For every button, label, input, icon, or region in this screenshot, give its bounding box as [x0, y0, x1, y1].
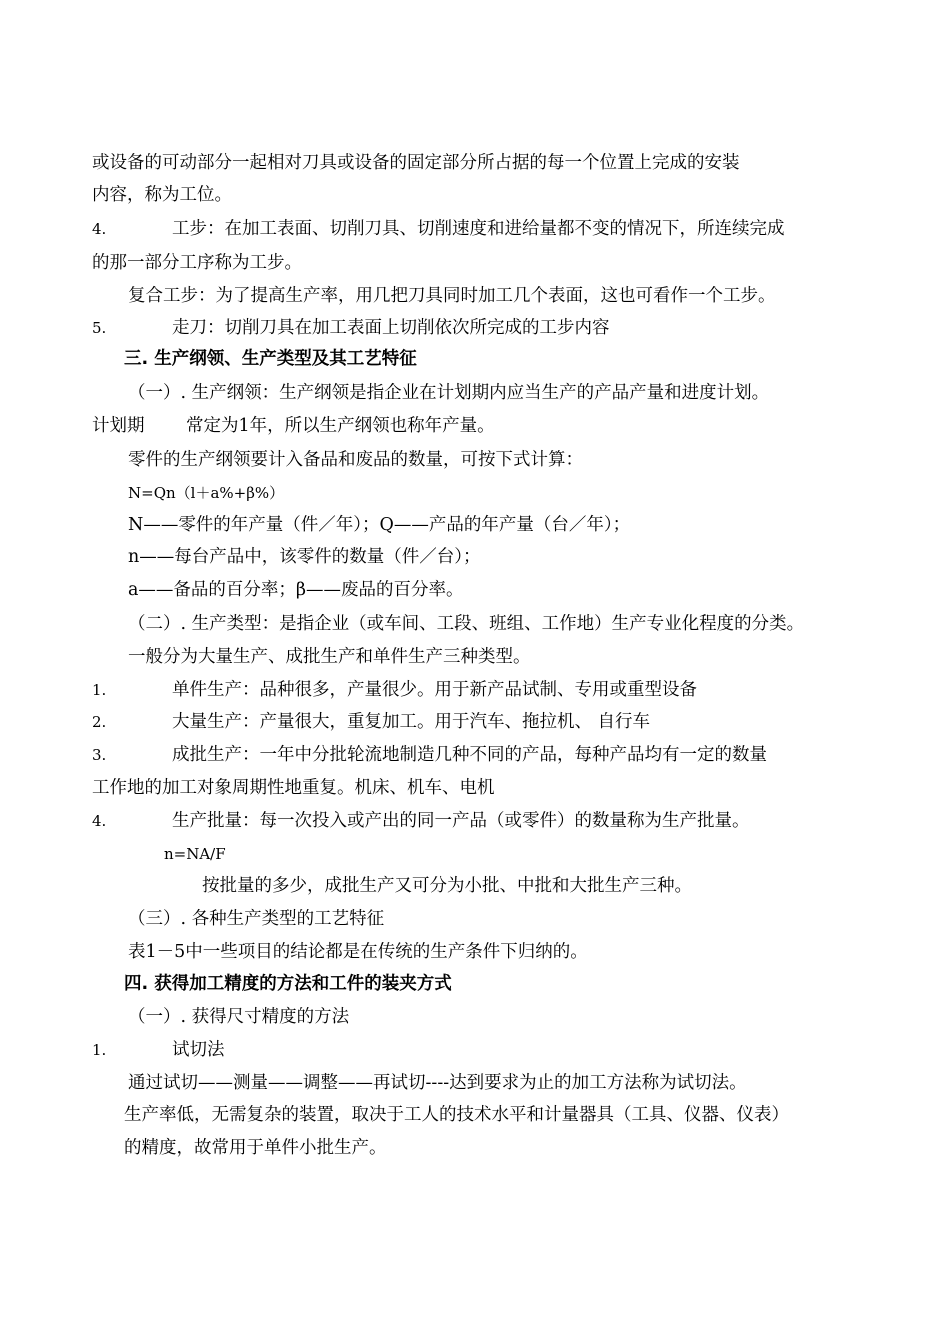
list-number: 1.: [92, 1041, 107, 1059]
paragraph-line: 表1－5中一些项目的结论都是在传统的生产条件下归纳的。: [128, 942, 588, 962]
list-number: 2.: [92, 713, 107, 731]
paragraph-line: 按批量的多少，成批生产又可分为小批、中批和大批生产三种。: [202, 876, 692, 896]
list-number: 1.: [92, 681, 107, 699]
section-heading: 三. 生产纲领、生产类型及其工艺特征: [124, 349, 417, 369]
paragraph-line: 工作地的加工对象周期性地重复。机床、机车、电机: [92, 778, 495, 798]
formula-legend: a——备品的百分率；β——废品的百分率。: [128, 580, 464, 600]
list-item: 大量生产：产量很大，重复加工。用于汽车、拖拉机、 自行车: [172, 712, 651, 732]
subsection-line: （一）. 获得尺寸精度的方法: [128, 1007, 350, 1027]
subsection-line: （一）. 生产纲领：生产纲领是指企业在计划期内应当生产的产品产量和进度计划。: [128, 383, 770, 403]
paragraph-line: 零件的生产纲领要计入备品和废品的数量，可按下式计算：: [128, 450, 583, 470]
list-item: 工步：在加工表面、切削刀具、切削速度和进给量都不变的情况下，所连续完成: [172, 219, 785, 239]
list-number: 4.: [92, 812, 107, 830]
paragraph-line: 或设备的可动部分一起相对刀具或设备的固定部分所占据的每一个位置上完成的安装: [92, 153, 740, 173]
list-number: 5.: [92, 319, 107, 337]
paragraph-line: 复合工步：为了提高生产率，用几把刀具同时加工几个表面，这也可看作一个工步。: [128, 286, 776, 306]
list-item: 走刀：切削刀具在加工表面上切削依次所完成的工步内容: [172, 318, 610, 338]
list-item: 试切法: [172, 1040, 225, 1060]
paragraph-line: 内容，称为工位。: [92, 185, 232, 205]
paragraph-line: 生产率低，无需复杂的装置，取决于工人的技术水平和计量器具（工具、仪器、仪表）: [124, 1105, 789, 1125]
list-number: 3.: [92, 746, 107, 764]
subsection-line: （二）. 生产类型：是指企业（或车间、工段、班组、工作地）生产专业化程度的分类。: [128, 614, 805, 634]
list-item: 成批生产：一年中分批轮流地制造几种不同的产品，每种产品均有一定的数量: [172, 745, 767, 765]
section-heading: 四. 获得加工精度的方法和工件的装夹方式: [124, 974, 452, 994]
paragraph-line: 的那一部分工序称为工步。: [92, 253, 302, 273]
list-item: 单件生产：品种很多，产量很少。用于新产品试制、专用或重型设备: [172, 680, 697, 700]
formula-legend: n——每台产品中，该零件的数量（件／台）；: [128, 547, 481, 567]
list-item: 生产批量：每一次投入或产出的同一产品（或零件）的数量称为生产批量。: [172, 811, 750, 831]
formula: n=NA/F: [164, 845, 226, 863]
subsection-line: （三）. 各种生产类型的工艺特征: [128, 909, 385, 929]
paragraph-line: 计划期: [92, 416, 145, 436]
paragraph-line: 的精度，故常用于单件小批生产。: [124, 1138, 387, 1158]
paragraph-line: 通过试切——测量——调整——再试切----达到要求为止的加工方法称为试切法。: [128, 1073, 747, 1093]
formula: N=Qn（l＋a%+β%）: [128, 484, 285, 502]
paragraph-line: 一般分为大量生产、成批生产和单件生产三种类型。: [128, 647, 531, 667]
formula-legend: N——零件的年产量（件／年）；Q——产品的年产量（台／年）；: [128, 515, 631, 535]
paragraph-line: 常定为1年，所以生产纲领也称年产量。: [186, 416, 495, 436]
list-number: 4.: [92, 220, 107, 238]
